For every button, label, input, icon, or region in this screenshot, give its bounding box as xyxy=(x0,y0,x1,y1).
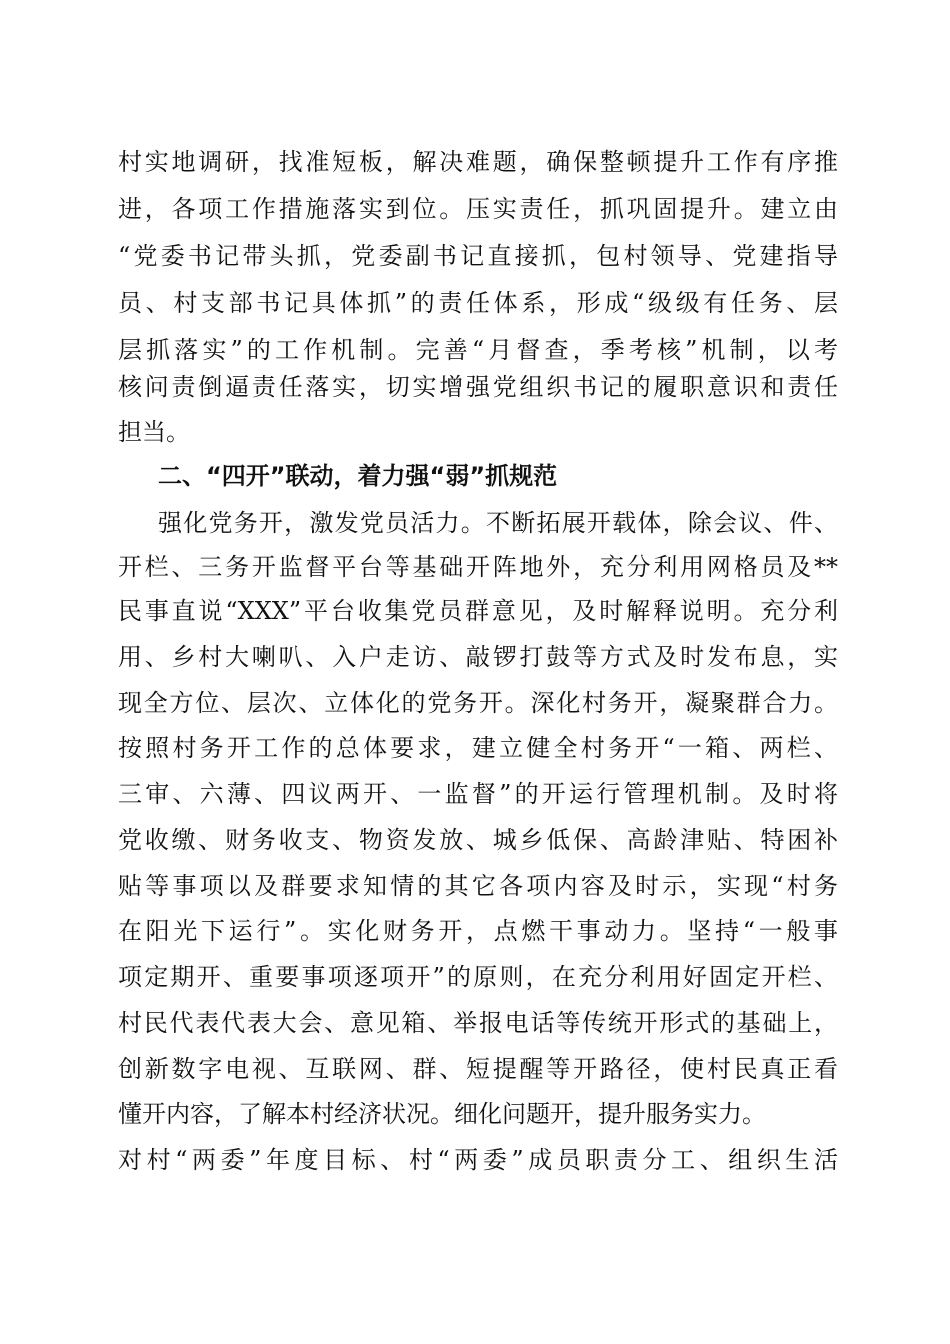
paragraph-1-line-6: 核问责倒逼责任落实，切实增强党组织书记的履职意识和责任 xyxy=(118,373,838,401)
paragraph-2-line-8: 党收缴、财务收支、物资发放、城乡低保、高龄津贴、特困补 xyxy=(118,826,838,854)
paragraph-1-line-1: 村实地调研，找准短板，解决难题，确保整顿提升工作有序推 xyxy=(118,148,838,176)
paragraph-2-line-4: 用、乡村大喇叭、入户走访、敲锣打鼓等方式及时发布息，实 xyxy=(118,643,838,671)
paragraph-2-line-5: 现全方位、层次、立体化的党务开。深化村务开，凝聚群合力。 xyxy=(118,689,838,717)
paragraph-2-line-1: 强化党务开，激发党员活力。不断拓展开载体，除会议、件、 xyxy=(158,509,838,537)
paragraph-2-line-10: 在阳光下运行”。实化财务开，点燃干事动力。坚持“一般事 xyxy=(118,917,838,945)
paragraph-2-line-2: 开栏、三务开监督平台等基础开阵地外，充分利用网格员及** xyxy=(118,553,838,581)
paragraph-2-line-9: 贴等事项以及群要求知情的其它各项内容及时示，实现“村务 xyxy=(118,872,838,900)
paragraph-2-line-14: 懂开内容，了解本村经济状况。细化问题开，提升服务实力。 xyxy=(118,1100,766,1128)
paragraph-2-line-11: 项定期开、重要事项逐项开”的原则，在充分利用好固定开栏、 xyxy=(118,963,838,991)
paragraph-2-line-7: 三审、六薄、四议两开、一监督”的开运行管理机制。及时将 xyxy=(118,780,838,808)
paragraph-2-line-12: 村民代表代表大会、意见箱、举报电话等传统开形式的基础上， xyxy=(118,1009,838,1037)
paragraph-1-line-4: 员、村支部书记具体抓”的责任体系，形成“级级有任务、层 xyxy=(118,289,838,317)
paragraph-2-line-6: 按照村务开工作的总体要求，建立健全村务开“一箱、两栏、 xyxy=(118,734,838,762)
paragraph-1-line-7: 担当。 xyxy=(118,418,190,446)
paragraph-1-line-2: 进，各项工作措施落实到位。压实责任，抓巩固提升。建立由 xyxy=(118,195,838,223)
paragraph-1-line-3: “党委书记带头抓，党委副书记直接抓，包村领导、党建指导 xyxy=(118,242,838,270)
paragraph-2-line-15: 对村“两委”年度目标、村“两委”成员职责分工、组织生活 xyxy=(118,1146,838,1174)
paragraph-2-line-13: 创新数字电视、互联网、群、短提醒等开路径，使村民真正看 xyxy=(118,1055,838,1083)
paragraph-2-line-3: 民事直说“XXX”平台收集党员群意见，及时解释说明。充分利 xyxy=(118,597,838,625)
section-heading-2: 二、“四开”联动，着力强“弱”抓规范 xyxy=(158,462,558,490)
paragraph-1-line-5: 层抓落实”的工作机制。完善“月督查，季考核”机制，以考 xyxy=(118,336,838,364)
